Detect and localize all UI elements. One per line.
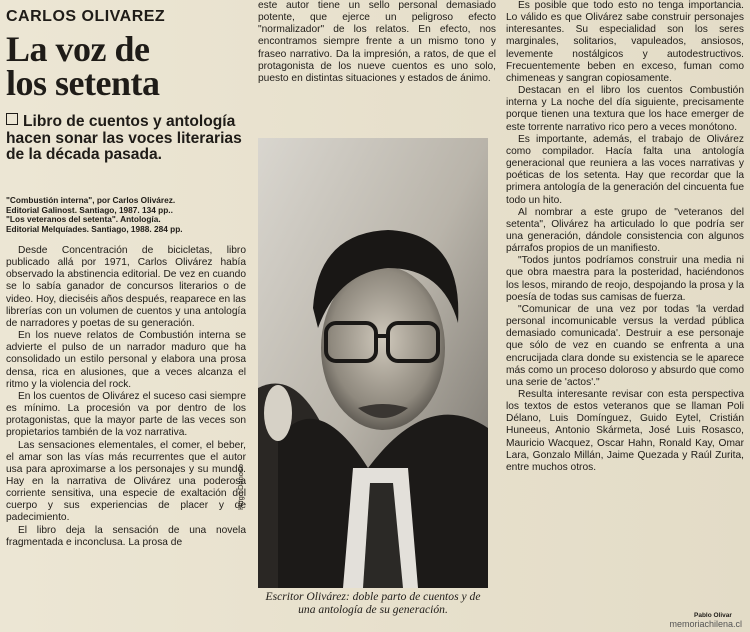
headline-line-1: La voz de <box>6 29 150 69</box>
reference-line: Editorial Galinost. Santiago, 1987. 134 pp.. <box>6 204 173 215</box>
deck-text: Libro de cuentos y antología hacen sonar las voces literarias de la década pasada. <box>6 113 242 163</box>
paragraph: "Todos juntos podríamos construir una media ni que obra maestra para la posteridad, haciéndonos los lesos, mirando de reojo, despojando la prosa y la poesía de todas sus camisas de fuerza. <box>506 255 744 303</box>
paragraph: Resulta interesante revisar con esta perspectiva los textos de estos veteranos que se llaman Poli Délano, Luis Domínguez, Guido Eytel, Cristián Huneeus, Antonio Skármeta, José Luis Rosasco, Mauricio Wacquez, Oscar Hahn, Ronald Kay, Omar Lara, Gonzalo Millán, Jaime Quezada y Raúl Zurita, entre muchos otros. <box>506 389 744 473</box>
headline <box>6 29 246 103</box>
paragraph: Las sensaciones elementales, el comer, el beber, el amar son las vías más recurrentes que el autor usa para aproximarse a los personajes y su mundo. Hay en la narrativa de Olivárez una poderosa corriente sensitiva, una especie de exaltación del cuerpo y sus experiencias de placer y de padecimiento. <box>6 439 246 524</box>
author-photo <box>258 138 488 588</box>
paragraph: "Comunicar de una vez por todas 'la verdad personal incomunicable versus la verdad pública demasiado comunicada'. Destruir a ese personaje que sólo de vez en cuando se enfrenta a una encrucijada clara donde su existencia se le aparece más como un proceso doloroso y absurdo que como una serie de 'actos'." <box>506 303 744 388</box>
paragraph: Desde Concentración de bicicletas, libro publicado allá por 1971, Carlos Olivárez había observado la abstinencia editorial. De vez en cuando se lo sabía ganador de concursos literarios o de video. Hoy, dieciséis años después, reaparece en las librerías con un volumen de cuentos y una antología de narradores y poetas de su generación. <box>6 245 246 329</box>
reference-line: Editorial Melquíades. Santiago, 1988. 284 pp. <box>6 223 183 234</box>
column-3 <box>506 0 744 474</box>
column-1 <box>6 245 246 549</box>
author-byline: CARLOS OLIVAREZ <box>6 8 166 25</box>
square-bullet-icon <box>6 113 18 125</box>
paragraph: En los cuentos de Olivárez el suceso casi siempre es mínimo. La procesión va por dentro de los protagonistas, que la mayor parte de las veces son propietarios también de la voz narrativa. <box>6 390 246 439</box>
watermark: memoriachilena.cl <box>669 619 742 629</box>
portrait-illustration <box>258 138 488 588</box>
headline-line-2: los setenta <box>6 63 160 103</box>
paragraph: Es importante, además, el trabajo de Olivárez como compilador. Hacía falta una antología generacional que reuniera a las voces narrativas y poéticas de los setenta. Hay que recordar que la primera antología de la generación del cincuenta fue todo un hito. <box>506 133 744 206</box>
book-references <box>6 196 246 234</box>
reference-line: "Los veteranos del setenta". Antología. <box>6 214 161 225</box>
reference-line: "Combustión interna", por Carlos Olivárez. <box>6 195 176 205</box>
footer-label: Pablo Olivar <box>694 612 732 619</box>
paragraph: Destacan en el libro los cuentos Combustión interna y La noche del día siguiente, precisamente porque tienen una textura que los hace emerger de este torrente narrativo rico pero a veces monótono. <box>506 85 744 133</box>
paragraph: Al nombrar a este grupo de "veteranos del setenta", Olivárez ha articulado lo que podría ser una generación, dándole consistencia con algunos párrafos propios de un manifiesto. <box>506 206 744 255</box>
paragraph: El libro deja la sensación de una novela fragmentada e inconclusa. La prosa de <box>6 524 246 548</box>
paragraph: En los nueve relatos de Combustión interna se advierte el pulso de un narrador maduro que ha consolidado un estilo personal y elabora una prosa densa, rica en alusiones, que a veces alcanza el ritmo y la violencia del rock. <box>6 330 246 390</box>
column-2 <box>258 0 496 85</box>
photo-credit: Hugo Donoso <box>236 464 245 510</box>
paragraph: Es posible que todo esto no tenga importancia. Lo válido es que Olivárez sabe construir personajes interesantes. Su especialidad son los seres marginales, solitarios, vapuleados, ansiosos, levemente nostálgicos y autodestructivos. Frecuentemente beben en exceso, fuman como chimeneas y sangran copiosamente. <box>506 0 744 84</box>
photo-caption: Escritor Olivárez: doble parto de cuentos y de una antología de su generación. <box>265 590 481 616</box>
paragraph: este autor tiene un sello personal demasiado potente, que ejerce un peligroso efecto "normalizador" de los relatos. En efecto, nos encontramos siempre frente a un mismo tono y fraseo narrativo. Da la impresión, a ratos, de que el protagonista de los nueve cuentos es uno solo, puesto en distintas situaciones y estados de ánimo. <box>258 0 496 84</box>
deck <box>6 113 246 164</box>
